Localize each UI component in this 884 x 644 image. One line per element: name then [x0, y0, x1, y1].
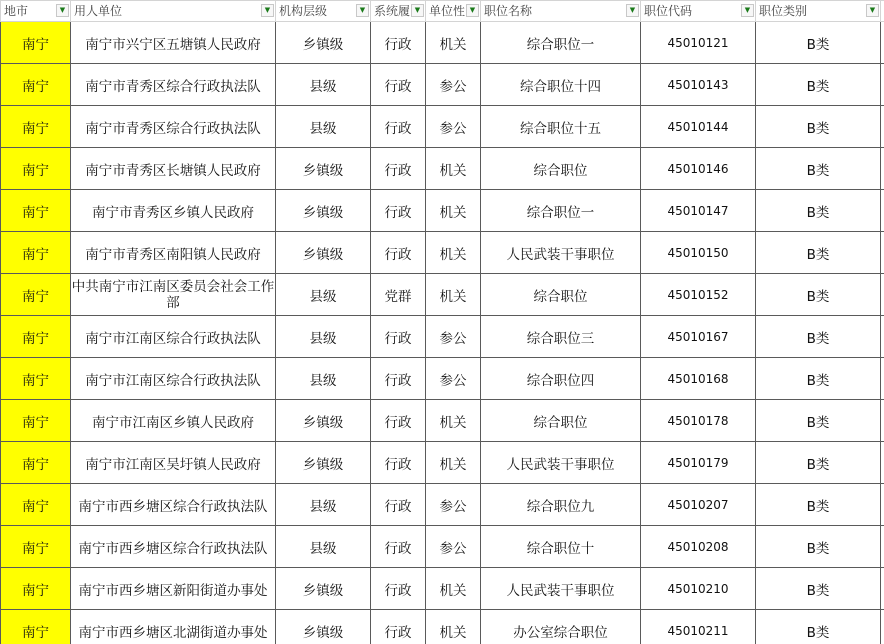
- position-code-cell[interactable]: 45010168: [641, 358, 756, 400]
- employer-cell[interactable]: 南宁市青秀区乡镇人民政府: [71, 190, 276, 232]
- filter-dropdown-icon[interactable]: ▼: [866, 4, 879, 17]
- blank-cell[interactable]: [881, 190, 884, 232]
- position-code-cell[interactable]: 45010207: [641, 484, 756, 526]
- header-label: 机构层级: [279, 4, 328, 18]
- table-row: [1, 22, 884, 64]
- position-name-cell[interactable]: 综合职位一: [481, 190, 641, 232]
- city-cell[interactable]: 南宁: [1, 568, 71, 610]
- position-code-cell[interactable]: 45010146: [641, 148, 756, 190]
- position-name-cell[interactable]: 综合职位: [481, 400, 641, 442]
- position-name-cell[interactable]: 综合职位一: [481, 22, 641, 64]
- unit-nature-cell[interactable]: 参公: [426, 106, 481, 148]
- position-category-cell[interactable]: B类: [756, 64, 881, 106]
- employer-cell[interactable]: 中共南宁市江南区委员会社会工作部: [71, 274, 276, 316]
- system-cell[interactable]: 行政: [371, 484, 426, 526]
- employer-cell[interactable]: 南宁市青秀区综合行政执法队: [71, 64, 276, 106]
- position-name-cell[interactable]: 人民武装干事职位: [481, 232, 641, 274]
- city-cell[interactable]: 南宁: [1, 22, 71, 64]
- header-system: [371, 1, 426, 22]
- unit-nature-cell[interactable]: 参公: [426, 358, 481, 400]
- city-cell[interactable]: 南宁: [1, 64, 71, 106]
- position-category-cell[interactable]: B类: [756, 568, 881, 610]
- position-category-cell[interactable]: B类: [756, 400, 881, 442]
- unit-nature-cell[interactable]: 机关: [426, 274, 481, 316]
- blank-cell[interactable]: [881, 568, 884, 610]
- employer-cell[interactable]: 南宁市西乡塘区综合行政执法队: [71, 484, 276, 526]
- blank-cell[interactable]: [881, 64, 884, 106]
- filter-dropdown-icon[interactable]: ▼: [261, 4, 274, 17]
- org-level-cell[interactable]: 乡镇级: [276, 22, 371, 64]
- employer-cell[interactable]: 南宁市西乡塘区综合行政执法队: [71, 526, 276, 568]
- employer-cell[interactable]: 南宁市江南区综合行政执法队: [71, 316, 276, 358]
- city-cell[interactable]: 南宁: [1, 148, 71, 190]
- unit-nature-cell[interactable]: 参公: [426, 526, 481, 568]
- header-label: 用人单位: [74, 4, 123, 18]
- filter-dropdown-icon[interactable]: ▼: [741, 4, 754, 17]
- blank-cell[interactable]: [881, 610, 884, 644]
- position-category-cell[interactable]: B类: [756, 442, 881, 484]
- blank-cell[interactable]: [881, 400, 884, 442]
- blank-cell[interactable]: [881, 484, 884, 526]
- table-row: [1, 442, 884, 484]
- blank-cell[interactable]: [881, 22, 884, 64]
- position-name-cell[interactable]: 综合职位: [481, 148, 641, 190]
- position-code-cell[interactable]: 45010179: [641, 442, 756, 484]
- header-org-level: [276, 1, 371, 22]
- table-row: [1, 64, 884, 106]
- org-level-cell[interactable]: 县级: [276, 316, 371, 358]
- system-cell[interactable]: 党群: [371, 274, 426, 316]
- table-row: [1, 316, 884, 358]
- org-level-cell[interactable]: 县级: [276, 358, 371, 400]
- position-name-cell[interactable]: 综合职位十四: [481, 64, 641, 106]
- header-label: 系统履: [374, 4, 411, 18]
- filter-dropdown-icon[interactable]: ▼: [56, 4, 69, 17]
- position-name-cell[interactable]: 人民武装干事职位: [481, 568, 641, 610]
- system-cell[interactable]: 行政: [371, 232, 426, 274]
- org-level-cell[interactable]: 乡镇级: [276, 568, 371, 610]
- unit-nature-cell[interactable]: 参公: [426, 316, 481, 358]
- position-code-cell[interactable]: 45010143: [641, 64, 756, 106]
- position-code-cell[interactable]: 45010210: [641, 568, 756, 610]
- header-employer: [71, 1, 276, 22]
- unit-nature-cell[interactable]: 参公: [426, 484, 481, 526]
- position-code-cell[interactable]: 45010150: [641, 232, 756, 274]
- header-row: [1, 1, 884, 22]
- org-level-cell[interactable]: 乡镇级: [276, 232, 371, 274]
- table-row: [1, 274, 884, 316]
- system-cell[interactable]: 行政: [371, 106, 426, 148]
- header-position-code: [641, 1, 756, 22]
- position-category-cell[interactable]: B类: [756, 232, 881, 274]
- system-cell[interactable]: 行政: [371, 316, 426, 358]
- org-level-cell[interactable]: 县级: [276, 106, 371, 148]
- blank-cell[interactable]: [881, 106, 884, 148]
- position-name-cell[interactable]: 综合职位九: [481, 484, 641, 526]
- blank-cell[interactable]: [881, 148, 884, 190]
- system-cell[interactable]: 行政: [371, 190, 426, 232]
- table-row: [1, 526, 884, 568]
- position-code-cell[interactable]: 45010147: [641, 190, 756, 232]
- table-row: [1, 106, 884, 148]
- header-position-category: [756, 1, 881, 22]
- position-name-cell[interactable]: 综合职位十五: [481, 106, 641, 148]
- org-level-cell[interactable]: 乡镇级: [276, 442, 371, 484]
- header-position-name: [481, 1, 641, 22]
- position-category-cell[interactable]: B类: [756, 484, 881, 526]
- filter-dropdown-icon[interactable]: ▼: [356, 4, 369, 17]
- org-level-cell[interactable]: 县级: [276, 274, 371, 316]
- employer-cell[interactable]: 南宁市西乡塘区北湖街道办事处: [71, 610, 276, 644]
- filter-dropdown-icon[interactable]: ▼: [626, 4, 639, 17]
- city-cell[interactable]: 南宁: [1, 316, 71, 358]
- header-label: 职位类别: [759, 4, 808, 18]
- header-label: 职位名称: [484, 4, 533, 18]
- position-category-cell[interactable]: B类: [756, 148, 881, 190]
- position-code-cell[interactable]: 45010178: [641, 400, 756, 442]
- table-body: [1, 22, 884, 644]
- city-cell[interactable]: 南宁: [1, 484, 71, 526]
- unit-nature-cell[interactable]: 参公: [426, 64, 481, 106]
- city-cell[interactable]: 南宁: [1, 358, 71, 400]
- employer-cell[interactable]: 南宁市西乡塘区新阳街道办事处: [71, 568, 276, 610]
- position-category-cell[interactable]: B类: [756, 358, 881, 400]
- employer-cell[interactable]: 南宁市江南区综合行政执法队: [71, 358, 276, 400]
- header-label: 职位代码: [644, 4, 693, 18]
- unit-nature-cell[interactable]: 机关: [426, 22, 481, 64]
- org-level-cell[interactable]: 县级: [276, 484, 371, 526]
- employer-cell[interactable]: 南宁市青秀区南阳镇人民政府: [71, 232, 276, 274]
- blank-cell[interactable]: [881, 316, 884, 358]
- city-cell[interactable]: 南宁: [1, 526, 71, 568]
- position-code-cell[interactable]: 45010144: [641, 106, 756, 148]
- system-cell[interactable]: 行政: [371, 148, 426, 190]
- city-cell[interactable]: 南宁: [1, 610, 71, 644]
- filter-dropdown-icon[interactable]: ▼: [466, 4, 479, 17]
- unit-nature-cell[interactable]: 机关: [426, 610, 481, 644]
- header-label: 地市: [4, 4, 29, 18]
- table-row: [1, 358, 884, 400]
- header-unit-nature: [426, 1, 481, 22]
- position-category-cell[interactable]: B类: [756, 526, 881, 568]
- city-cell[interactable]: 南宁: [1, 190, 71, 232]
- employer-cell[interactable]: 南宁市江南区乡镇人民政府: [71, 400, 276, 442]
- header-label: 单位性: [429, 4, 466, 18]
- position-name-cell[interactable]: 办公室综合职位: [481, 610, 641, 644]
- position-category-cell[interactable]: B类: [756, 274, 881, 316]
- table-row: [1, 190, 884, 232]
- table-row: [1, 484, 884, 526]
- org-level-cell[interactable]: 县级: [276, 64, 371, 106]
- system-cell[interactable]: 行政: [371, 400, 426, 442]
- position-category-cell[interactable]: B类: [756, 106, 881, 148]
- employer-cell[interactable]: 南宁市兴宁区五塘镇人民政府: [71, 22, 276, 64]
- table-row: [1, 232, 884, 274]
- blank-cell[interactable]: [881, 274, 884, 316]
- system-cell[interactable]: 行政: [371, 610, 426, 644]
- unit-nature-cell[interactable]: 机关: [426, 568, 481, 610]
- position-name-cell[interactable]: 综合职位: [481, 274, 641, 316]
- city-cell[interactable]: 南宁: [1, 442, 71, 484]
- system-cell[interactable]: 行政: [371, 64, 426, 106]
- position-code-cell[interactable]: 45010152: [641, 274, 756, 316]
- header-blank: [881, 1, 884, 22]
- system-cell[interactable]: 行政: [371, 526, 426, 568]
- unit-nature-cell[interactable]: 机关: [426, 442, 481, 484]
- position-category-cell[interactable]: B类: [756, 316, 881, 358]
- city-cell[interactable]: 南宁: [1, 232, 71, 274]
- table-row: [1, 148, 884, 190]
- blank-cell[interactable]: [881, 232, 884, 274]
- org-level-cell[interactable]: 乡镇级: [276, 610, 371, 644]
- position-category-cell[interactable]: B类: [756, 190, 881, 232]
- position-name-cell[interactable]: 人民武装干事职位: [481, 442, 641, 484]
- employer-cell[interactable]: 南宁市青秀区综合行政执法队: [71, 106, 276, 148]
- blank-cell[interactable]: [881, 358, 884, 400]
- position-category-cell[interactable]: B类: [756, 610, 881, 644]
- table-row: [1, 610, 884, 644]
- unit-nature-cell[interactable]: 机关: [426, 232, 481, 274]
- position-code-cell[interactable]: 45010121: [641, 22, 756, 64]
- org-level-cell[interactable]: 乡镇级: [276, 190, 371, 232]
- unit-nature-cell[interactable]: 机关: [426, 190, 481, 232]
- table-row: [1, 568, 884, 610]
- system-cell[interactable]: 行政: [371, 442, 426, 484]
- system-cell[interactable]: 行政: [371, 568, 426, 610]
- header-city: [1, 1, 71, 22]
- position-code-cell[interactable]: 45010167: [641, 316, 756, 358]
- system-cell[interactable]: 行政: [371, 22, 426, 64]
- position-code-cell[interactable]: 45010211: [641, 610, 756, 644]
- city-cell[interactable]: 南宁: [1, 274, 71, 316]
- blank-cell[interactable]: [881, 526, 884, 568]
- org-level-cell[interactable]: 乡镇级: [276, 400, 371, 442]
- position-name-cell[interactable]: 综合职位四: [481, 358, 641, 400]
- unit-nature-cell[interactable]: 机关: [426, 400, 481, 442]
- blank-cell[interactable]: [881, 442, 884, 484]
- position-name-cell[interactable]: 综合职位十: [481, 526, 641, 568]
- employer-cell[interactable]: 南宁市江南区吴圩镇人民政府: [71, 442, 276, 484]
- unit-nature-cell[interactable]: 机关: [426, 148, 481, 190]
- position-category-cell[interactable]: B类: [756, 22, 881, 64]
- org-level-cell[interactable]: 乡镇级: [276, 148, 371, 190]
- filter-dropdown-icon[interactable]: ▼: [411, 4, 424, 17]
- org-level-cell[interactable]: 县级: [276, 526, 371, 568]
- system-cell[interactable]: 行政: [371, 358, 426, 400]
- position-name-cell[interactable]: 综合职位三: [481, 316, 641, 358]
- employer-cell[interactable]: 南宁市青秀区长塘镇人民政府: [71, 148, 276, 190]
- position-code-cell[interactable]: 45010208: [641, 526, 756, 568]
- city-cell[interactable]: 南宁: [1, 400, 71, 442]
- city-cell[interactable]: 南宁: [1, 106, 71, 148]
- table-row: [1, 400, 884, 442]
